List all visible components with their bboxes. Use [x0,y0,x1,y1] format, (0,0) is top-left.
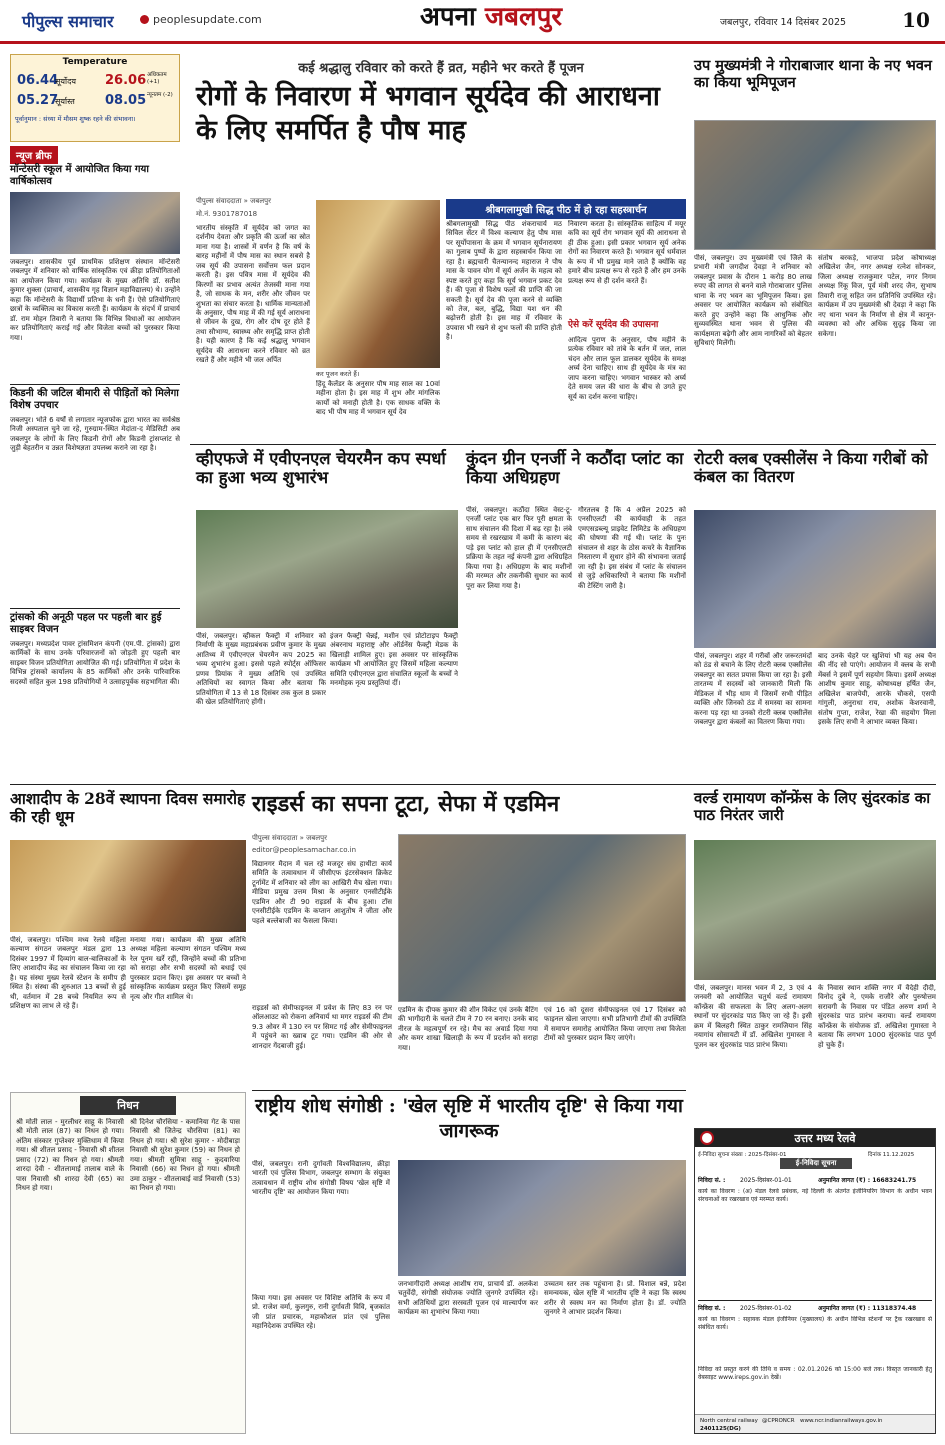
tender-item1-cost: अनुमानित लागत (₹) : 16683241.75 [818,1177,917,1184]
sunrise-label: सूर्योदय [55,77,77,86]
kundan-col1: पीसं, जबलपुर। कठौंदा स्थित वेस्ट-टू-एनर्जी प्लांट एक बार फिर पूरी क्षमता के साथ संचालन की दिशा में बढ़ रहा है। लंबे समय से रखरखाव में कमी के कारण बंद पड़े इस प्लांट को हाल ही में एनसीएलटी प्रक्रिया के तहत नई कंपनी द्वारा अधिग्रहित किया गया है। अधिग्रहण के बाद मशीनों की मरम्मत और तकनीकी सुधार का कार्य पूरा कर लिया गया है। [466,506,572,590]
seminar-col1: पीसं, जबलपुर। रानी दुर्गावती विश्वविद्यालय, क्रीड़ा भारती एवं पुलिस विभाग, जबलपुर सम्भाग के संयुक्त तत्वावधान में राष्ट्रीय शोध संगोष्ठी विषय 'खेल सृष्टि में भारतीय दृष्टि' का आयोजन किया गया। [252,1160,390,1197]
row2-divider [190,444,936,445]
lead-col3: श्रीबगलामुखी सिद्ध पीठ शंकराचार्य मठ सिविल सेंटर में विश्व कल्याण हेतु पौष मास पर सूर्योपासना के क्रम में भगवान सूर्यनारायण का गुलाब पुष्पों के द्वारा सहस्त्रार्चन किया जा रहा है। ब्रह्मचारी चैतन्यानन्द महाराज ने पौष मास के पावन योग में सूर्य अर्जन के महत्व को स्पष्ट करते हुए कहा कि सूर्य भगवान प्रकट देव हैं। की पूजा से विशेष फलों की प्राप्ति की जा सकती है। सूर्य देव की पूजा करने से व्यक्ति को तेज, बल, बुद्धि, विद्या यश धन की बढ़ोत्तरी होती है। इस माह में रविवार के उपवास भी रखने से शुभ फलों की प्राप्ति होती है। [446,220,562,342]
brief-divider-2 [10,608,180,609]
vfj-col1: पीसं, जबलपुर। व्हीकल फैक्ट्री में शनिवार को निर्माणी के मुख्य महाप्रबंधक प्रवीण कुमार के मुख्य आतिथ्य में एवीएनएल चेयरमैन कप 2025 का भव्य शुभारंभ हुआ। इससे पहले स्पोर्ट्स ऑफिसर प्रणव प्रियांक ने मुख्य अतिथि एवं उपस्थित अतिथियों का स्वागत किया और बताया कि प्रतियोगिता में 13 से 18 दिसंबर तक कुल 8 प्रकार की खेल प्रतियोगिताएं होंगी। [196,632,326,707]
tender-item2-label: निविदा सं. : [698,1305,726,1312]
rs-col1: पीसं, जबलपुर। उप मुख्यमंत्री एवं जिले के प्रभारी मंत्री जगदीश देवड़ा ने शनिवार को जबलपुर प्रवास के दौरान 1 करोड़ 80 लाख रुपए की लागत से बनने वाले गोराबाजार पुलिस थाना के नए भवन का भूमिपूजन किया। इस अवसर पर आयोजित कार्यक्रम को संबोधित करते हुए उन्होंने कहा कि आधुनिक और सुव्यवस्थित थाना भवन से पुलिस की कार्यक्षमता बढ़ेगी और आम नागरिकों को बेहतर सुविधाएं मिलेंगी। [694,254,812,347]
lead-col2: हिंदू कैलेंडर के अनुसार पौष माह साल का 10वां महीना होता है। इस माह में शुभ और मांगलिक कार्यों को मनाही होती है। एक साधक वक्ति के बाद भी पौष माह में भगवान सूर्य देव [316,380,440,417]
rotary-photo [694,510,936,648]
tender-org: उत्तर मध्य रेलवे [794,1132,856,1145]
ashadeep-col2: मनाया गया। कार्यक्रम की मुख्य अतिथि अध्यक्ष महिला कल्याण संगठन पश्चिम मध्य रेल पूनम खर्रे रहीं, जिन्होंने बच्चों की प्रतिभा को सराहा और सभी सदस्यों को बधाई एवं पुरस्कार प्रदान किए। इस अवसर पर बच्चों ने सांस्कृतिक कार्यक्रम प्रस्तुत किए जिसमें समूह नृत्य और गीत शामिल थे। [130,936,246,1001]
seminar-headline: राष्ट्रीय शोध संगोष्ठी : 'खेल सृष्टि में भारतीय दृष्टि' से किया गया जागरूक [255,1095,683,1142]
tender-social[interactable]: North central railway [700,1418,758,1424]
vfj-col2: इंजन फैक्ट्री चेन्नई, मशीन एवं प्रोटोटाइप फैक्ट्री अंबरनाथ महाराष्ट्र और ऑर्डनेंस फैक्ट्री मेडक के खिलाड़ी शामिल हुए। इस अवसर पर सांस्कृतिक कार्यक्रम भी आयोजित हुए जिसमें महिला कल्याण समिति एवीएनएल द्वारा संचालित स्कूलों के बच्चों ने मनमोहक नृत्य प्रस्तुतियां दीं। [330,632,458,688]
tender-divider [698,1300,932,1301]
tender-subtitle: ई-निविदा सूचना [780,1158,852,1169]
vfj-headline: व्हीएफजे में एवीएनएल चेयरमैन कप स्पर्धा का हुआ भव्य शुभारंभ [196,449,446,487]
rotary-headline: रोटरी क्लब एक्सीलेंस ने किया गरीबों को कंबल का वितरण [694,449,928,487]
brief2-headline: किडनी की जटिल बीमारी से पीड़ितों को मिलेगा विशेष उपचार [10,388,179,411]
tender-date: दिनांक 11.12.2025 [868,1152,915,1158]
ashadeep-headline: आशादीप के 28वें स्थापना दिवस समारोह की रही धूम [10,789,246,826]
forecast: पूर्वानुमान : संध्या में मौसम शुष्क रहने की संभावना। [15,115,136,123]
seminar-col4: उच्चतम स्तर तक पहुंचाना है। प्रो. विशाल बन्ने, प्रदेश समन्वयक, खेल सृष्टि में भारतीय दृष्टि ने कहा कि स्वस्थ शरीर से स्वस्थ मन का निर्माण होता है। डॉ. ज्योति जुनगरे ने आभार प्रदर्शन किया। [544,1280,686,1317]
tender-item2-cost: अनुमानित लागत (₹) : 11318374.48 [818,1305,917,1312]
edition-title-a: अपना [420,2,476,32]
brief3-headline: ट्रांसको की अनूठी पहल पर पहली बार हुई साइबर विजन [10,612,162,635]
brief-divider-1 [10,384,180,385]
seminar-photo [398,1160,686,1276]
brief1-body: जबलपुर। शासकीय पूर्व प्राथमिक प्रशिक्षण संस्थान मॉन्टेसरी जबलपुर में शनिवार को वार्षिक सांस्कृतिक एवं क्रीड़ा प्रतियोगिताओं का आयोजन किया गया। कार्यक्रम के मुख्य अतिथि डॉ. सतीश कुमार शुक्ला (प्राचार्य, शासकीय गृह विज्ञान महाविद्यालय) थे। उन्होंने कहा कि मॉन्टेसरी के विद्यार्थी प्रतिभा के धनी हैं। ऐसे प्रतियोगिताएं छात्रों के व्यक्तित्व का विकास करती हैं। कार्यक्रम के संदर्भ में प्राचार्य डॉ. राम मोहन तिवारी ने बताया कि विभिन्न विधाओं का आयोजन कर प्रतियोगिताएं कराई गई और विजेता बच्चों को पुरस्कार किया गया। [10,258,180,342]
lead-subhead: श्रीबगलामुखी सिद्ध पीठ में हो रहा सहस्त्रार्चन [446,199,686,219]
ramayan-photo [694,840,936,980]
paper-name: पीपुल्स समाचार [22,12,114,31]
lead-kicker: कई श्रद्धालु रविवार को करते हैं व्रत, महीने भर करते हैं पूजन [298,61,584,76]
website-icon [140,15,149,24]
ramayan-col2: के निवास स्थान शक्ति नगर में वैदेही दीदी, विनोद दुबे ने, एमके राजौरे और पुरुषोत्तम सरावगी के निवास पर पंडित अरुण शर्मा ने सुंदरकांड पाठ प्रारंभ कराया। वर्ल्ड रामायण कॉन्फ्रेंस के संयोजक डॉ. अखिलेश गुमास्ता ने बताया कि लगभग 1000 सुंदरकांड पाठ पूर्ण हो चुके हैं। [818,984,936,1049]
min-label: न्यूनतम (-2) [147,92,173,98]
min-temp: 08.05 [105,93,147,108]
edition-title-b: जबलपुर [484,2,563,32]
rotary-col1: पीसं, जबलपुर। शहर में गरीबों और जरूरतमंदों को ठंड से बचाने के लिए रोटरी क्लब एक्सीलेंस जबलपुर का सतत प्रयास किया जा रहा है। इसी तारतम्य में सदस्यों को जानकारी मिली कि मेडिकल में भीड़ धाम में जिसमें सभी पीड़ित व्यक्ति और जिनको ठंड में समस्या का सामना करना पड़ रहा था उनको रोटरी क्लब एक्सीलेंस जबलपुर द्वारा कंबलों का वितरण किया गया। [694,652,812,727]
max-temp: 26.06 [105,73,147,88]
ashadeep-photo [10,840,246,932]
lead-byline: पीपुल्स संवाददाता » जबलपुर [196,197,271,205]
brief3-body: जबलपुर। मध्यप्रदेश पावर ट्रांसमिशन कंपनी (एम.पी. ट्रांसको) द्वारा कार्मिकों के साथ उनके परिवारजनों को जोड़ती हुए पहली बार साइबर विजन प्रतियोगिता आयोजित की गई। प्रतियोगिता में प्रदेश के विभिन्न ट्रांसको कार्यालय के 85 कार्मिकों और उनके पारिवारिक सदस्यों सहित कुल 198 प्रतियोगियों ने उत्साहपूर्वक सहभागिता की। [10,640,180,686]
tender-item2-work: कार्य का विवरण : सहायक मंडल इंजीनियर (मुख्यालय) के अधीन विभिन्न स्टेशनों पर ट्रैक रखरखाव से संबंधित कार्य। [698,1316,932,1332]
seminar-col2: किया गया। इस अवसर पर विशिष्ट अतिथि के रूप में प्रो. राजेश वर्मा, कुलगुरु, रानी दुर्गावती विवि, बृजकांत जी प्रांत प्रचारक, महाकौशल प्रांत एवं पुलिस महानिदेशक उपस्थित रहे। [252,1294,390,1331]
raiders-col4: एवं 16 को दूसरा सेमीफाइनल एवं 17 दिसंबर को फाइनल खेला जाएगा। सभी प्रतिभागी टीमों की उपस्थिति में समापन समारोह आयोजित किया जाएगा तथा विजेता टीमों को पुरस्कार प्रदान किए जाएंगे। [544,1006,686,1043]
tender-site[interactable]: www.ncr.indianrailways.gov.in [800,1418,883,1424]
sunrise-time: 06.44 [17,73,59,88]
tender-handle[interactable]: @CPRONCR [762,1418,795,1424]
kundan-col2: गौरतलब है कि 4 अप्रैल 2025 को एनसीएलटी की कार्यवाही के तहत एमएसडब्ल्यू प्राइवेट लिमिटेड के अधिग्रहण की घोषणा की गई थी। प्लांट के पुनः संचालन से शहर के ठोस कचरे के वैज्ञानिक निस्तारण में सुधार होने की संभावना जताई जा रही है। इस संबंध में प्लांट के संचालन से जुड़े अधिकारियों ने बताया कि मशीनों की टेस्टिंग जारी है। [578,506,686,590]
seminar-divider [252,1090,686,1091]
rs-headline: उप मुख्यमंत्री ने गोराबाजार थाना के नए भवन का किया भूमिपूजन [694,57,932,91]
lead-photo-caption: कर पूजन करते हैं। [316,370,360,378]
vfj-photo [196,510,458,628]
brief1-headline: मॉन्टेसरी स्कूल में आयोजित किया गया वार्षिकोत्सव [10,164,149,187]
row3-divider [10,784,936,785]
tender-notice-no: ई-निविदा सूचना संख्या : 2025-दिसंबर-01 [698,1152,787,1158]
obituary-label: निधन [80,1096,176,1115]
website-link[interactable]: peoplesupdate.com [153,13,262,26]
masthead [0,0,945,44]
rs-col2: संतोष बरकड़े, भाजपा प्रदेश कोषाध्यक्ष अखिलेश जैन, नगर अध्यक्ष रत्नेश सोनकर, जिला अध्यक्ष राजकुमार पटेल, नगर निगम अध्यक्ष रिंकू विज, पूर्व मंत्री शरद जैन, सुभाष तिवारी राजू सहित जन प्रतिनिधि उपस्थित रहे। कार्यक्रम में उप मुख्यमंत्री श्री देवड़ा ने कहा कि नए थाना भवन के निर्माण से क्षेत्र में कानून-व्यवस्था को और अधिक सुदृढ़ किया जा सकेगा। [818,254,936,338]
railway-logo-icon [700,1131,714,1145]
sunset-time: 05.27 [17,93,59,108]
tender-item1-work: कार्य का विवरण : (अ) मंडल रेलवे प्रबंधक, नई दिल्ली के अंतर्गत इंजीनियरिंग विभाग के अधीन भवन संरचनाओं का रखरखाव एवं मरम्मत कार्य। [698,1188,932,1204]
raiders-headline: राइडर्स का सपना टूटा, सेफा में एडमिन [252,791,560,817]
ramayan-headline: वर्ल्ड रामायण कॉन्फ्रेंस के लिए सुंदरकांड का पाठ निरंतर जारी [694,789,931,825]
raiders-email[interactable]: editor@peoplesamachar.co.in [252,846,357,854]
tender-item1-label: निविदा सं. : [698,1177,726,1184]
lead-box-title: ऐसे करें सूर्यदेव की उपासना [568,320,659,330]
seminar-col3: जनभागीदारी अध्यक्ष आशीष राय, प्राचार्य डॉ. अलकेश चतुर्वेदी, संगोष्ठी संयोजक ज्योति जुनगरे उपस्थित रहे। सभी अतिथियों द्वारा सरस्वती पूजन एवं माल्यार्पण कर कार्यक्रम का शुभारंभ किया गया। [398,1280,538,1317]
tender-footer: निविदा को प्रस्तुत करने की तिथि व समय : 02.01.2026 को 15:00 बजे तक। विस्तृत जानकारी हेतु वेबसाइट www.ireps.gov.in देखें। [698,1366,932,1382]
brief2-body: जबलपुर। भोते 6 वर्षों से लगातार न्यूजफोक द्वारा भारत का सर्वश्रेष्ठ निजी अस्पताल चुने जा रहे, गुरुग्राम-स्थित मेदांता-द मेडिसिटी अब जबलपुर के लोगों के लिए किडनी रोगों और किडनी ट्रांसप्लांट से जुड़ी बेहतरीन व उन्नत विशेषज्ञता उपलब्ध कराने जा रहा है। [10,416,180,453]
weather-box [10,54,180,142]
dateline: जबलपुर, रविवार 14 दिसंबर 2025 [720,17,847,28]
lead-photo [316,200,440,368]
lead-headline: रोगों के निवारण में भगवान सूर्यदेव की आराधना के लिए समर्पित है पौष माह [196,81,660,146]
sunset-label: सूर्यास्त [55,97,75,106]
raiders-col3: एडमिन के दीपक कुमार की शीन विकेट एवं उनके बैटिंग की भागीदारी के चलते टीम ने 70 रन बनाए। उनके बाद नीरज के महत्वपूर्ण रन रहे। मैच का अवार्ड दिया गया और कमर शाखा खिलाड़ी के रूप में प्रदर्शन को सराहा गया। [398,1006,538,1052]
rotary-col2: बाद उनके चेहरे पर खुशियां भी यह अब चैन की नींद सो पाएंगे। आयोजन में क्लब के सभी मेंबर्स ने इसमें पूर्ण सहयोग किया। इसमें अध्यक्ष आशीष कुमार साहू, कोषाध्यक्ष हर्षित जैन, अखिलेश बाजपेयी, आरके चौकसे, एसपी गांगुली, अनुराधा राय, अशोक केशरवानी, संतोष गुप्ता, राजेश, रेखा की सहयोग मिला इसके लिए सभी ने आभार व्यक्त किया। [818,652,936,727]
rs-photo [694,120,936,250]
weather-title: Temperature [62,57,128,67]
edition-title [420,4,562,30]
lead-phone: मो.नं. 9301787018 [196,210,258,218]
ashadeep-col1: पीसं, जबलपुर। पश्चिम मध्य रेलवे महिला कल्याण संगठन जबलपुर मंडल द्वारा 13 दिसंबर 1997 में दिव्यांग बाल-बालिकाओं के लिए आशादीप केंद्र का संचालन किया जा रहा है। यह संस्था मुख्य रेलवे स्टेशन के समीप ही स्थित है। संस्था की शुरुआत 13 बच्चों से हुई थी, वर्तमान में 28 बच्चे नियमित रूप से प्रशिक्षण का लाभ ले रहे हैं। [10,936,126,1011]
page-number: 10 [900,8,932,34]
raiders-col2: राइडर्स को सेमीफाइनल में प्रवेश के लिए 83 रन पर ऑलआउट को रोकना अनिवार्य था मगर राइडर्स की टीम 9.3 ओवर में 130 रन पर सिमट गई और सेमीफाइनल में पहुंचने का ख्वाब टूट गया। एडमिन की ओर से शानदार गेंदबाजी हुई। [252,1004,392,1050]
tender-code: 2401125(DG) [700,1426,741,1432]
kundan-headline: कुंदन ग्रीन एनर्जी ने कठौंदा प्लांट का किया अधिग्रहण [466,449,684,487]
raiders-photo [398,834,686,1002]
brief1-photo [10,192,180,254]
news-brief-label: न्यूज ब्रीफ [10,146,58,164]
raiders-byline: पीपुल्स संवाददाता » जबलपुर [252,834,327,842]
lead-col1: भारतीय संस्कृति में सूर्यदेव को जगत का दर्शनीय देवता और प्रकृति की ऊर्जा का स्रोत माना गया है। शास्त्रों में वर्णन है कि वर्ष के बारह महीनों में पौष मास का स्थान सबसे है जब सूर्य की उपासना सर्वोत्तम फल प्रदान करती है। इस पवित्र मास में सूर्यदेव की किरणों का प्रभाव अत्यंत तेजस्वी माना गया है, जो साधक के मन, शरीर और जीवन पर शुभता का संचार करता है। धार्मिक मान्यताओं के अनुसार, पौष माह में की गई सूर्य आराधना से जीवन के दुख, रोग और दोष दूर होते हैं तथा सौभाग्य, स्वास्थ्य और समृद्धि प्राप्त होती है। यही कारण है कि कई श्रद्धालु भगवान सूर्यदेव की आराधना करने रविवार को व्रत रखते हैं और महीने भी जल अर्पित [196,224,310,365]
lead-col4: निवारण करता है। सांस्कृतिक साहित्य में मयूर कवि का सूर्य रोग भगवान सूर्य की आराधना से ही ठीक हुआ। इसी प्रकार भगवान सूर्य अनेक रोगों का निवारण करते हैं। भगवान सूर्य धर्मवाल के रूप में भी प्रमुख माने जाते हैं क्योंकि वह हमारे बीच प्रत्यक्ष रूप से रहते हैं और हम उनके प्रत्यक्ष रूप से ही दर्शन करते हैं। [568,220,686,285]
obituary-col2: श्री दिनेश चौरसिया - कमानिया गेट के पास निवासी श्री जितेन्द्र चौरसिया (81) का निधन हो गया। श्री सुरेश कुमार - मोदीबाड़ा निवासी श्री सुरेश कुमार (59) का निधन हो गया। श्रीमती सुमित्रा साहू - कुदवारिया निवासी (66) का निधन हो गया। श्रीमती उमा ठाकुर - शीतलाबाई वार्ड निवासी (53) का निधन हो गया। [130,1118,240,1193]
raiders-col1: विद्यानगर मैदान में चल रहे मजदूर संघ हाथीटा कार्य समिति के तत्वावधान में जीसीएफ इंटरसेक्शन क्रिकेट टूर्नामेंट में शनिवार को लीग का आखिरी मैच खेला गया। मीडिया प्रमुख उत्तम मिश्रा के अनुसार एनसीटीईके एडमिन और टी 90 राइडर्स के बीच हुआ। टॉस एनसीटीईके एडमिन के कप्तान आशुतोष ने जीता और पहले बल्लेबाजी का फैसला किया। [252,860,392,925]
max-label: अधिकतम (+1) [147,72,167,85]
obituary-col1: श्री मोती लाल - मुरलीधर साहू के निवासी श्री मोती लाल (87) का निधन हो गया। अंतिम संस्कार गुप्तेश्वर मुक्तिधाम में किया गया। श्री शीतल प्रसाद - निवासी श्री शीतल प्रसाद (72) का निधन हो गया। श्रीमती शारदा देवी - शीतलामाई तालाब वाले के पास निवासी श्री शारदा देवी (65) का निधन हो गया। [16,1118,124,1193]
tender-item2-no: 2025-दिसंबर-01-02 [740,1305,792,1312]
lead-box-body: आदित्य पुराण के अनुसार, पौष महीने के प्रत्येक रविवार को तांबे के बर्तन में जल, लाल चंदन और लाल फूल डालकर सूर्यदेव के समक्ष अर्घ्य देना चाहिए। साथ ही सूर्यदेव के मंत्र का जाप करना चाहिए। भगवान भास्कर को अर्घ्य देते समय जल की धारा के बीच से उगते हुए सूर्य का दर्शन करना चाहिए। [568,336,686,401]
tender-item1-no: 2025-दिसंबर-01-01 [740,1177,792,1184]
ramayan-col1: पीसं, जबलपुर। मानस भवन में 2, 3 एवं 4 जनवरी को आयोजित चतुर्थ वर्ल्ड रामायण कॉन्फ्रेंस की सफलता के लिए अलग-अलग स्थानों पर सुंदरकांड पाठ किए जा रहे हैं। इसी क्रम में बिलहरी स्थित ठाकुर रामजियान सिंह नयागांव सोसायटी में डॉ. अखिलेश गुमास्ता ने पूजन कर सुंदरकांड पाठ प्रारंभ किया। [694,984,812,1049]
